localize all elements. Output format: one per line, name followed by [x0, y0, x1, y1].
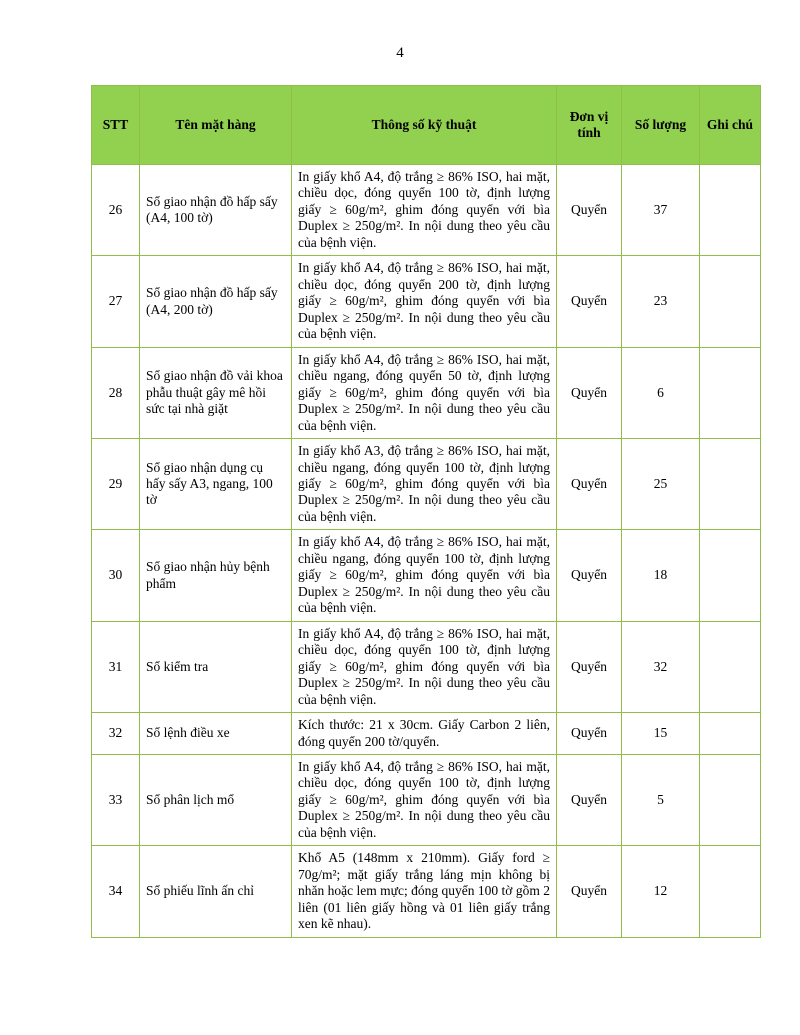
cell-stt: 34: [92, 846, 140, 937]
cell-item-name: Sổ phân lịch mổ: [140, 755, 292, 846]
table-row: [92, 846, 761, 937]
cell-item-name: Sổ giao nhận đồ vải khoa phẫu thuật gây mê hồi sức tại nhà giặt: [140, 347, 292, 438]
specification-table: [91, 85, 761, 938]
cell-unit: Quyển: [557, 713, 622, 755]
cell-item-name: Sổ kiểm tra: [140, 621, 292, 712]
cell-quantity: 23: [622, 256, 700, 347]
cell-unit: Quyển: [557, 439, 622, 530]
column-header-quantity: Số lượng: [622, 86, 700, 165]
cell-item-name: Sổ phiếu lĩnh ấn chỉ: [140, 846, 292, 937]
table-row: [92, 621, 761, 712]
cell-stt: 32: [92, 713, 140, 755]
cell-specification: In giấy khổ A4, độ trắng ≥ 86% ISO, hai mặt, chiều ngang, đóng quyển 100 tờ, định lượng giấy ≥ 60g/m², ghim đóng quyển với bìa Duplex ≥ 250g/m². In nội dung theo yêu cầu của bệnh viện.: [292, 530, 557, 621]
table-header-row: [92, 86, 761, 165]
cell-quantity: 32: [622, 621, 700, 712]
cell-note: [700, 713, 761, 755]
cell-quantity: 25: [622, 439, 700, 530]
cell-unit: Quyển: [557, 846, 622, 937]
column-header-item-name: Tên mặt hàng: [140, 86, 292, 165]
cell-specification: In giấy khổ A4, độ trắng ≥ 86% ISO, hai mặt, chiều dọc, đóng quyển 100 tờ, định lượng giấy ≥ 60g/m², ghim đóng quyển với bìa Duplex ≥ 250g/m². In nội dung theo yêu cầu của bệnh viện.: [292, 755, 557, 846]
cell-note: [700, 165, 761, 256]
cell-note: [700, 256, 761, 347]
column-header-stt: STT: [92, 86, 140, 165]
cell-unit: Quyển: [557, 347, 622, 438]
cell-stt: 27: [92, 256, 140, 347]
cell-stt: 31: [92, 621, 140, 712]
cell-unit: Quyển: [557, 256, 622, 347]
cell-quantity: 37: [622, 165, 700, 256]
cell-note: [700, 530, 761, 621]
cell-quantity: 6: [622, 347, 700, 438]
table-row: [92, 256, 761, 347]
cell-note: [700, 755, 761, 846]
cell-quantity: 15: [622, 713, 700, 755]
cell-quantity: 18: [622, 530, 700, 621]
cell-specification: In giấy khổ A4, độ trắng ≥ 86% ISO, hai mặt, chiều dọc, đóng quyển 200 tờ, định lượng giấy ≥ 60g/m², ghim đóng quyển với bìa Duplex ≥ 250g/m². In nội dung theo yêu cầu của bệnh viện.: [292, 256, 557, 347]
table-row: [92, 755, 761, 846]
column-header-note: Ghi chú: [700, 86, 761, 165]
cell-item-name: Sổ giao nhận dụng cụ hấy sấy A3, ngang, 100 tờ: [140, 439, 292, 530]
page-number: 4: [396, 45, 404, 61]
cell-quantity: 5: [622, 755, 700, 846]
cell-stt: 26: [92, 165, 140, 256]
cell-item-name: Sổ giao nhận hủy bệnh phẩm: [140, 530, 292, 621]
cell-note: [700, 621, 761, 712]
cell-item-name: Sổ giao nhận đồ hấp sấy (A4, 100 tờ): [140, 165, 292, 256]
cell-specification: Kích thước: 21 x 30cm. Giấy Carbon 2 liên, đóng quyển 200 tờ/quyển.: [292, 713, 557, 755]
cell-quantity: 12: [622, 846, 700, 937]
column-header-unit: Đơn vị tính: [557, 86, 622, 165]
cell-unit: Quyển: [557, 621, 622, 712]
table-header: [92, 86, 761, 165]
cell-unit: Quyển: [557, 530, 622, 621]
table-row: [92, 347, 761, 438]
table-row: [92, 713, 761, 755]
cell-specification: In giấy khổ A4, độ trắng ≥ 86% ISO, hai mặt, chiều dọc, đóng quyển 100 tờ, định lượng giấy ≥ 60g/m², ghim đóng quyển với bìa Duplex ≥ 250g/m². In nội dung theo yêu cầu của bệnh viện.: [292, 165, 557, 256]
cell-item-name: Sổ giao nhận đồ hấp sấy (A4, 200 tờ): [140, 256, 292, 347]
cell-unit: Quyển: [557, 755, 622, 846]
cell-stt: 29: [92, 439, 140, 530]
cell-stt: 28: [92, 347, 140, 438]
cell-specification: Khổ A5 (148mm x 210mm). Giấy ford ≥ 70g/m²; mặt giấy trắng láng mịn không bị nhăn hoặc lem mực; đóng quyển 100 tờ gồm 2 liên (01 liên giấy hồng và 01 liên giấy trắng xen kẽ nhau).: [292, 846, 557, 937]
cell-stt: 30: [92, 530, 140, 621]
table-body: [92, 165, 761, 938]
table-row: [92, 439, 761, 530]
cell-stt: 33: [92, 755, 140, 846]
cell-note: [700, 347, 761, 438]
cell-item-name: Sổ lệnh điều xe: [140, 713, 292, 755]
cell-unit: Quyển: [557, 165, 622, 256]
cell-note: [700, 439, 761, 530]
cell-specification: In giấy khổ A4, độ trắng ≥ 86% ISO, hai mặt, chiều dọc, đóng quyển 100 tờ, định lượng giấy ≥ 60g/m², ghim đóng quyển với bìa Duplex ≥ 250g/m². In nội dung theo yêu cầu của bệnh viện.: [292, 621, 557, 712]
column-header-specification: Thông số kỹ thuật: [292, 86, 557, 165]
cell-note: [700, 846, 761, 937]
cell-specification: In giấy khổ A4, độ trắng ≥ 86% ISO, hai mặt, chiều ngang, đóng quyển 50 tờ, định lượng giấy ≥ 60g/m², ghim đóng quyển với bìa Duplex ≥ 250g/m². In nội dung theo yêu cầu của bệnh viện.: [292, 347, 557, 438]
table-row: [92, 165, 761, 256]
table-row: [92, 530, 761, 621]
cell-specification: In giấy khổ A3, độ trắng ≥ 86% ISO, hai mặt, chiều ngang, đóng quyển 100 tờ, định lượng giấy ≥ 60g/m², ghim đóng quyển với bìa Duplex ≥ 250g/m². In nội dung theo yêu cầu của bệnh viện.: [292, 439, 557, 530]
